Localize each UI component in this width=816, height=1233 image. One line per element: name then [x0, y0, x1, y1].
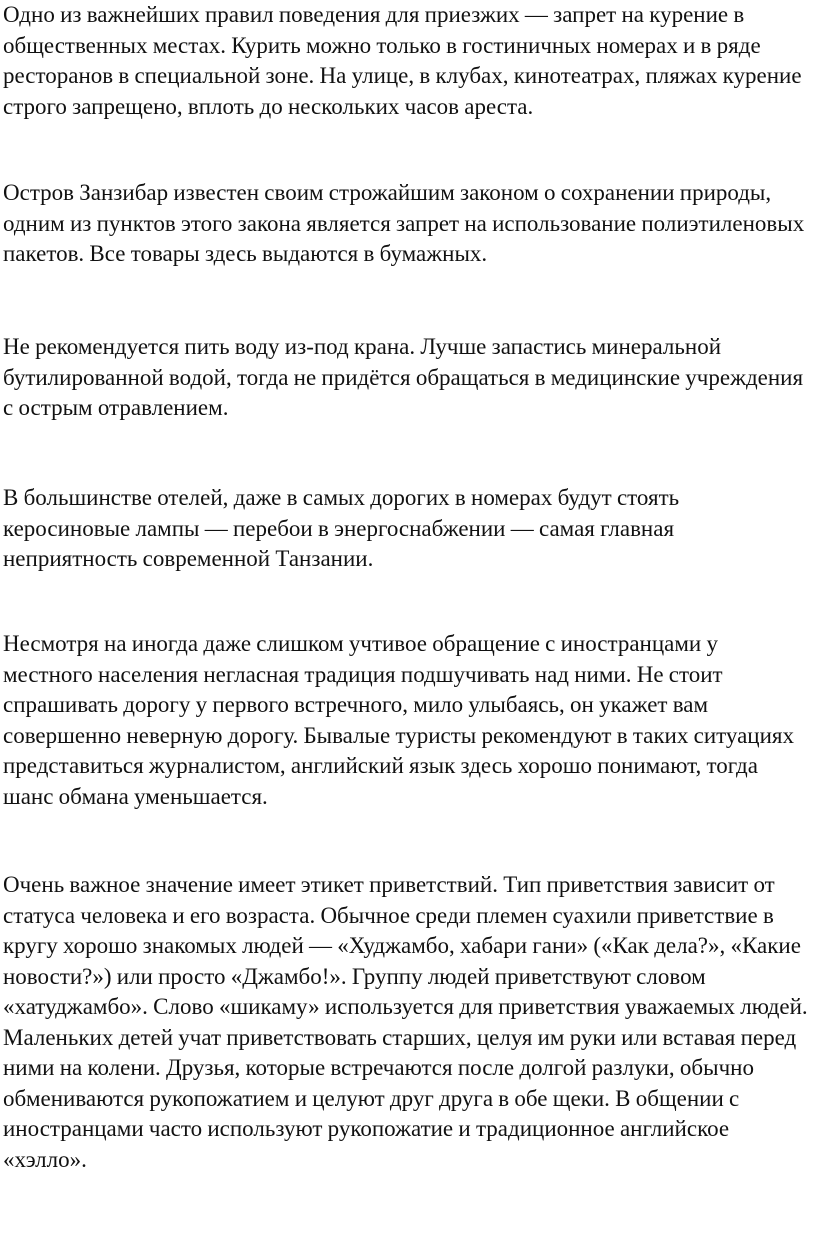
paragraph-greeting-etiquette: Очень важное значение имеет этикет приветствий. Тип приветствия зависит от статуса человека и его возраста. Обычное среди племен суахили приветствие в кругу хорошо знакомых людей — «Худжамбо, хабари гани» («Как дела?», «Какие новости?») или просто «Джамбо!». Группу людей приветствуют словом «хатуджамбо». Слово «шикаму» используется для приветствия уважаемых людей. Маленьких детей учат приветствовать старших, целуя им руки или вставая перед ними на колени. Друзья, которые встречаются после долгой разлуки, обычно обмениваются рукопожатием и целуют друг друга в обе щеки. В общении с иностранцами часто используют рукопожатие и традиционное английское «хэлло». — [3, 872, 808, 1172]
paragraph-zanzibar-plastic-bags: Остров Занзибар известен своим строжайшим законом о сохранении природы, одним из пунктов этого закона является запрет на использование полиэтиленовых пакетов. Все товары здесь выдаются в бумажных. — [3, 180, 805, 266]
paragraph-tap-water: Не рекомендуется пить воду из-под крана. Лучше запастись минеральной бутилированной водой, тогда не придётся обращаться в медицинские учреждения с острым отравлением. — [3, 334, 804, 420]
paragraph-smoking-ban: Одно из важнейших правил поведения для приезжих — запрет на курение в общественных местах. Курить можно только в гостиничных номерах и в ряде ресторанов в специальной зоне. На улице, в клубах, кинотеатрах, пляжах курение строго запрещено, вплоть до нескольких часов ареста. — [3, 2, 802, 119]
paragraph-locals-jokes: Несмотря на иногда даже слишком учтивое обращение с иностранцами у местного населения негласная традиция подшучивать над ними. Не стоит спрашивать дорогу у первого встречного, мило улыбаясь, он укажет вам совершенно неверную дорогу. Бывалые туристы рекомендуют в таких ситуациях представиться журналистом, английский язык здесь хорошо понимают, тогда шанс обмана уменьшается. — [3, 631, 794, 809]
paragraph-kerosene-lamps: В большинстве отелей, даже в самых дорогих в номерах будут стоять керосиновые лампы — перебои в энергоснабжении — самая главная неприятность современной Танзании. — [3, 485, 680, 571]
